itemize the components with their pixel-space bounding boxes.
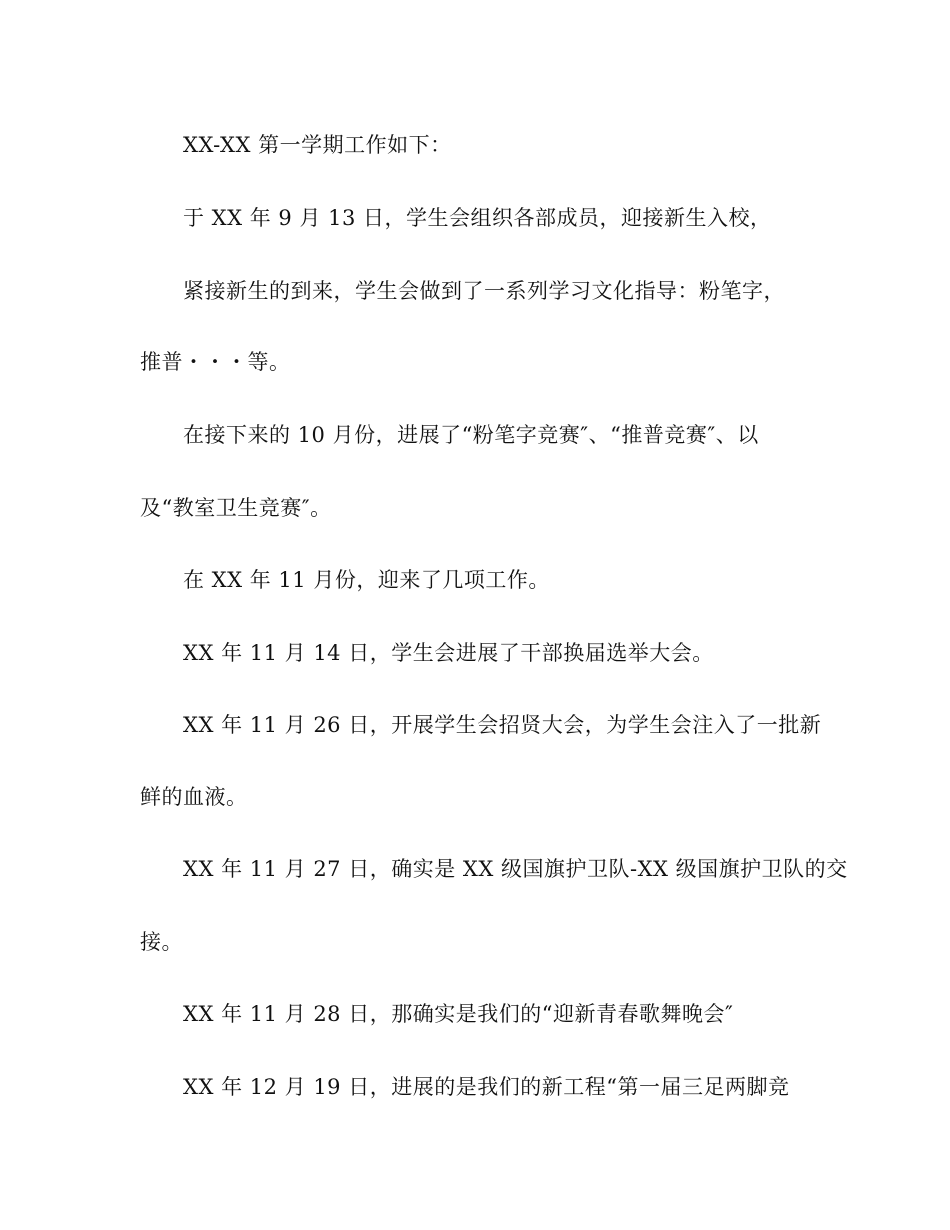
text-line-2: 于 XX 年 9 月 13 日，学生会组织各部成员，迎接新生入校，: [183, 206, 772, 230]
text-line-7: 在 XX 年 11 月份，迎来了几项工作。: [183, 568, 550, 592]
text-line-11: XX 年 11 月 27 日，确实是 XX 级国旗护卫队-XX 级国旗护卫队的交: [183, 857, 848, 881]
text-line-3: 紧接新生的到来，学生会做到了一系列学习文化指导：粉笔字，: [183, 279, 785, 303]
text-line-5: 在接下来的 10 月份，进展了“粉笔字竞赛″、“推普竞赛″、以: [183, 423, 759, 447]
text-line-6: 及“教室卫生竞赛″。: [140, 496, 332, 520]
text-line-4: 推普・・・等。: [140, 350, 291, 374]
text-line-1: XX-XX 第一学期工作如下：: [183, 133, 452, 157]
text-line-8: XX 年 11 月 14 日，学生会进展了干部换届选举大会。: [183, 641, 714, 665]
text-line-14: XX 年 12 月 19 日，进展的是我们的新工程“第一届三足两脚竞: [183, 1075, 790, 1099]
text-line-9: XX 年 11 月 26 日，开展学生会招贤大会，为学生会注入了一批新: [183, 713, 822, 737]
text-line-13: XX 年 11 月 28 日，那确实是我们的“迎新青春歌舞晚会″: [183, 1002, 734, 1026]
text-line-10: 鲜的血液。: [140, 785, 248, 809]
text-line-12: 接。: [140, 930, 183, 954]
